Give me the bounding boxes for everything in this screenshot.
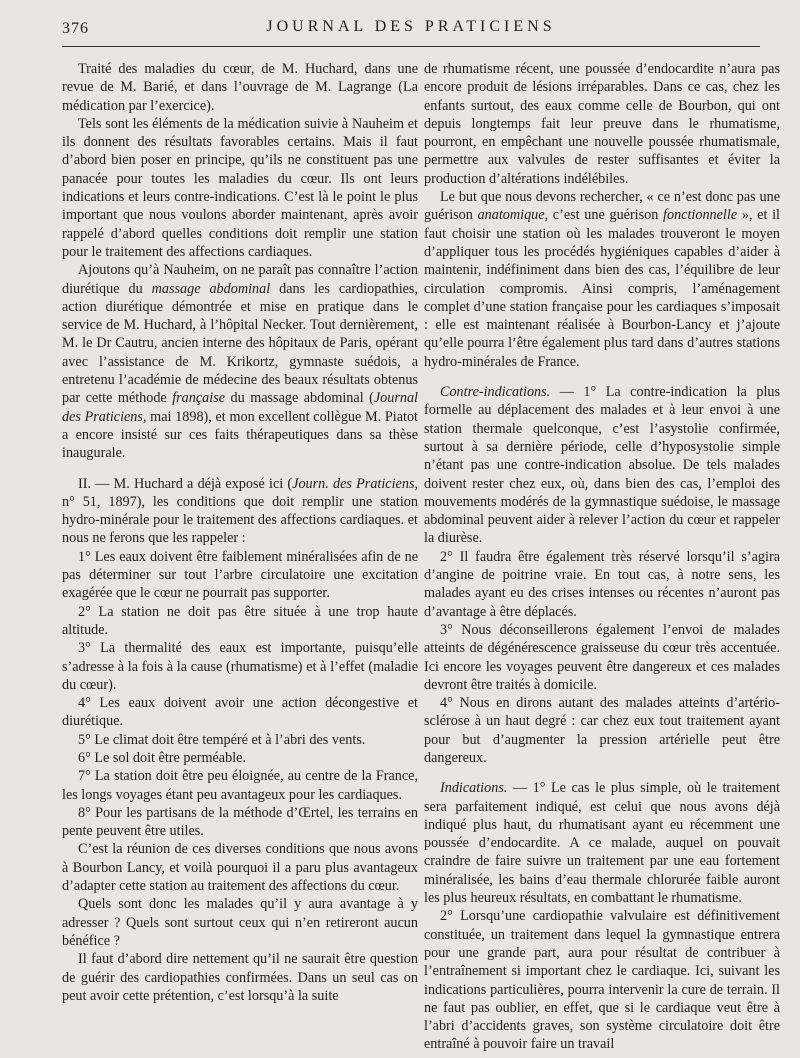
text-run: Ajoutons qu’à Nauheim, on ne paraît pas connaître l’action diurétique du (62, 262, 418, 297)
text-run: Le but que nous devons rechercher, « ce n’est donc pas une guérison (424, 189, 780, 224)
italic-text: fonctionnelle (663, 207, 738, 224)
paragraph-l6 (62, 603, 418, 640)
left-column (62, 60, 418, 1005)
paragraph-l15 (62, 950, 418, 1005)
page-number: 376 (62, 20, 89, 37)
text-run: 7° La station doit être peu éloignée, au centre de la France, les longs voyages étant peu avantageux pour les cardiaques. (62, 768, 418, 803)
italic-text: anatomique (477, 207, 545, 224)
text-run: du massage abdominal ( (225, 390, 374, 407)
right-column (424, 60, 780, 1054)
paragraph-r8 (424, 907, 780, 1053)
text-run: II. — M. Huchard a déjà exposé ici ( (78, 475, 293, 492)
paragraph-l12 (62, 804, 418, 841)
text-run: Quels sont donc les malades qu’il y aura avantage à y adresser ? Quels sont surtout ceux qui n’en retireront aucun bénéfice ? (62, 896, 418, 949)
text-run: 2° Il faudra être également très réservé lorsqu’il s’agira d’angine de poitrine vraie. En tout cas, à notre sens, les malades ayant eu des crises intenses ou récentes n’auront pas d’avantage à être déplacés. (424, 548, 780, 620)
text-run: — 1° Le cas le plus simple, où le traitement sera parfaitement indiqué, est celui que nous avons déjà indiqué plus haut, du rhumatisant ayant eu récemment une poussée d’endocardite. A ce malade, auquel on pouvait craindre de faire suivre un traitement par une eau fortement minéralisée, les bains d’eau thermale chlorurée faible auront les plus heureux résultats, en combattant le rhumatisme. (424, 780, 780, 907)
header-rule (62, 46, 760, 47)
paragraph-l10 (62, 749, 418, 767)
text-run: mai 1898), et mon excellent collègue M. Piatot a encore insisté sur ces faits thérapeutiques dans sa thèse inaugurale. (62, 408, 418, 462)
italic-text: Contre-indications. (440, 384, 551, 401)
italic-text: Indications. (440, 780, 508, 797)
paragraph-l2 (62, 115, 418, 261)
text-run: 8° Pour les partisans de la méthode d’Œrtel, les terrains en pente peuvent être utiles. (62, 804, 418, 840)
paragraph-l3 (62, 261, 418, 462)
paragraph-l14 (62, 895, 418, 950)
paragraph-l4 (62, 475, 418, 548)
text-run: 6° Le sol doit être perméable. (78, 749, 246, 766)
paragraph-l9 (62, 731, 418, 749)
italic-text: Journ. des Praticiens (292, 475, 415, 492)
paragraph-l8 (62, 694, 418, 731)
paragraph-r1 (424, 60, 780, 188)
text-run: 4° Nous en dirons autant des malades atteints d’artério-sclérose à un haut degré : car chez eux tout traitement ayant pour but d’augmenter la pression artérielle peut être dangereux. (424, 695, 780, 766)
text-run: », et il faut choisir une station où les malades trouveront le moyen d’appliquer tous les procédés hygiéniques capables d’aider à maintenir, indéfiniment dans bien des cas, l’équilibre de leur circulation compromis. Ainsi compris, l’aménagement complet d’une station française pour les cardiaques s’imposait : elle est maintenant réalisée à Bourbon-Lancy et j’ajoute qu’elle pourra l’être également plus tard dans d’autres stations hydro-minérales de France. (424, 207, 780, 370)
italic-text: Journal des Praticiens, (62, 390, 418, 425)
text-run: 4° Les eaux doivent avoir une action décongestive et diurétique. (62, 695, 418, 730)
text-run: 1° Les eaux doivent être faiblement minéralisées afin de ne pas déterminer sur tout l’arbre circulatoire une excitation exagérée que le cœur ne pourrait pas supporter. (62, 548, 418, 602)
text-run: de rhumatisme récent, une poussée d’endocardite n’aura pas encore produit de lésions irréparables. Dans ce cas, chez les enfants surtout, des eaux comme celle de Bourbon, qui ont depuis longtemps fait leur preuve dans le rhumatisme, pourront, en empêchant une nouvelle poussée rhumatismale, permettre aux valvules de rester suffisantes et éviter la production d’altérations indélébiles. (424, 61, 780, 187)
running-title: JOURNAL DES PRATICIENS (266, 18, 556, 35)
paragraph-r2 (424, 188, 780, 371)
paragraph-r6 (424, 694, 780, 767)
paragraph-r3 (424, 383, 780, 548)
text-run: 3° La thermalité des eaux est importante, puisqu’elle s’adresse à la fois à la cause (rhumatisme) et à l’effet (maladie du cœur). (62, 640, 418, 693)
text-run: , n° 51, 1897), les conditions que doit remplir une station hydro-minérale pour le traitement des affections cardiaques. et nous ne ferons que les rappeler : (62, 475, 419, 547)
paragraph-r5 (424, 621, 780, 694)
paragraph-l1 (62, 60, 418, 115)
text-run: 2° La station ne doit pas être située à une trop haute altitude. (62, 603, 418, 638)
text-run: — 1° La contre-indication la plus formelle au déplacement des malades et à leur envoi à une station thermale quelconque, c’est l’asystolie confirmée, surtout à sa dernière période, celle d’hyposystolie simple n’étant pas une contre-indication absolue. De tels malades doivent rester chez eux, où, dans bien des cas, l’emploi des mouvements modérés de la gymnastique suédoise, le massage abdominal peuvent aider à relever l’action du cœur et rappeler la diurèse. (424, 384, 780, 547)
text-run: C’est la réunion de ces diverses conditions que nous avons à Bourbon Lancy, et voilà pourquoi il a paru plus avantageux d’adapter cette station au traitement des affections du cœur. (62, 841, 418, 895)
text-run: Traité des maladies du cœur, de M. Huchard, dans une revue de M. Barié, et dans l’ouvrage de M. Lagrange (La médication par l’exercice). (62, 61, 418, 114)
paragraph-r4 (424, 548, 780, 621)
text-run: 5° Le climat doit être tempéré et à l’abri des vents. (78, 731, 366, 748)
page-header (62, 18, 760, 44)
text-run: 2° Lorsqu’une cardiopathie valvulaire est définitivement constituée, un traitement dans lequel la gymnastique entrera pour une grande part, aura pour résultat de contribuer à l’entraînement si important chez le cardiaque. Ici, suivant les indications particulières, pourra intervenir la cure de terrain. Il ne faut pas oublier, en effet, que si le cardiaque veut être à l’abri d’accidents graves, son système circulatoire doit être entraîné à pouvoir faire un travail (424, 908, 780, 1053)
text-run: Tels sont les éléments de la médication suivie à Nauheim et ils donnent des résultats favorables certains. Mais il faut d’abord bien poser en principe, qu’ils ne constituent pas une panacée pour toutes les maladies du cœur. Ils ont leurs indications et leurs contre-indications. C’est là le point le plus important que nous voulons aborder maintenant, après avoir rappelé d’abord quelles conditions doit remplir une station pour le traitement des affections cardiaques. (62, 115, 418, 260)
italic-text: massage abdominal (151, 280, 271, 297)
text-run: 3° Nous déconseillerons également l’envoi de malades atteints de dégénérescence graisseuse du cœur très accentuée. Ici encore les voyages peuvent être dangereux et ces malades devront être traités à domicile. (424, 621, 780, 693)
italic-text: française (172, 390, 226, 407)
paragraph-l11 (62, 767, 418, 804)
paragraph-l5 (62, 548, 418, 603)
paragraph-l7 (62, 639, 418, 694)
paragraph-r7 (424, 779, 780, 907)
text-run: , c’est une guérison (544, 207, 664, 224)
paragraph-l13 (62, 840, 418, 895)
text-run: dans les cardiopathies, action diurétique démontrée et mise en pratique dans le service de M. Huchard, à l’hôpital Necker. Tout dernièrement, M. le Dr Cautru, ancien interne des hôpitaux de Paris, opérant avec l’assistance de M. Krikortz, gymnaste suédois, a entretenu l’académie de médecine des beaux résultats obtenus par cette méthode (62, 280, 419, 407)
text-run: Il faut d’abord dire nettement qu’il ne saurait être question de guérir des cardiopathies confirmées. Dans un seul cas on peut avoir cette prétention, c’est lorsqu’à la suite (62, 951, 418, 1004)
